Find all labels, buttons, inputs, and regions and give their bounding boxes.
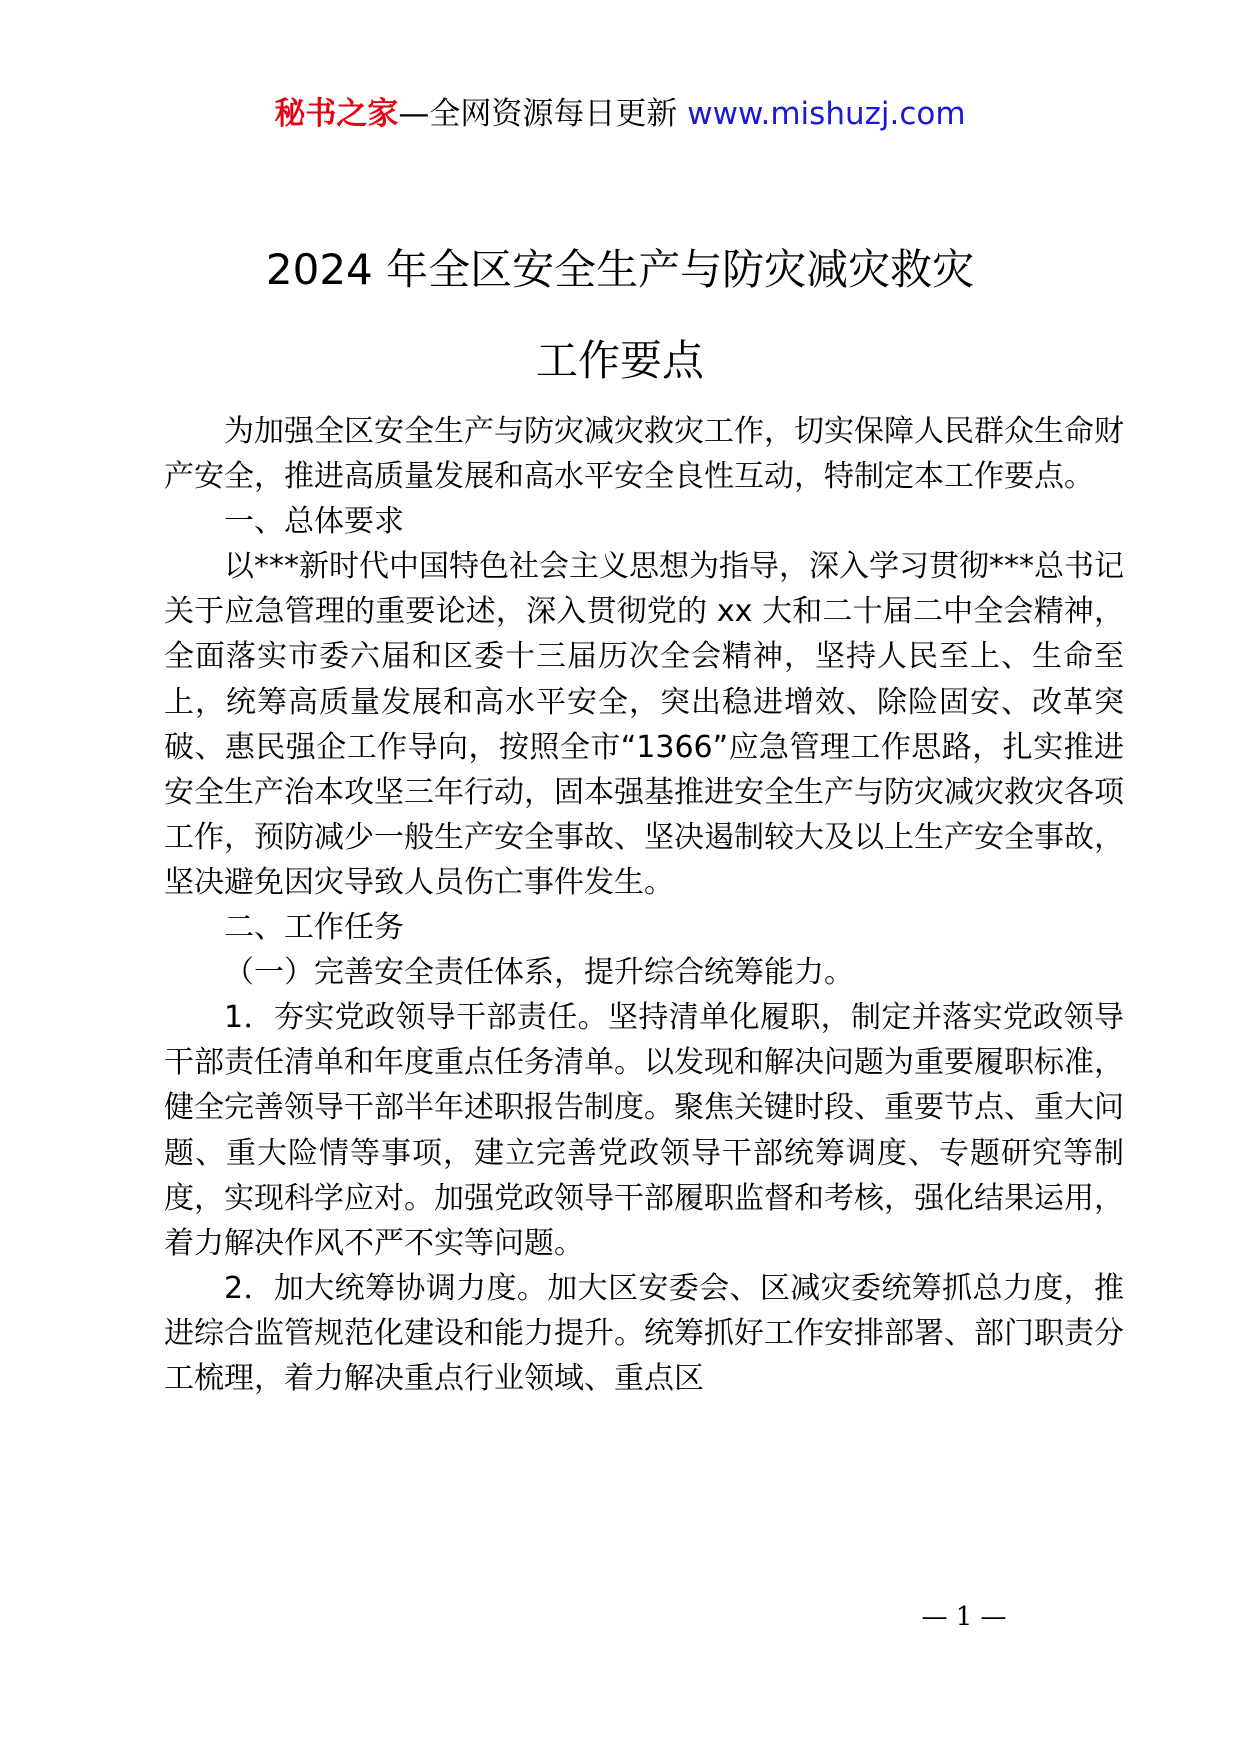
subsection-heading-1: （一）完善安全责任体系，提升综合统筹能力。 (224, 955, 854, 991)
document-title-line-1: 2024 年全区安全生产与防灾减灾救灾 (265, 245, 975, 294)
document-body (164, 409, 1124, 1401)
task-item-1-paragraph: 1．夯实党政领导干部责任。坚持清单化履职，制定并落实党政领导干部责任清单和年度重点任务清单。以发现和解决问题为重要履职标准，健全完善领导干部半年述职报告制度。聚焦关键时段、重要节点、重大问题、重大险情等事项，建立完善党政领导干部统筹调度、专题研究等制度，实现科学应对。加强党政领导干部履职监督和考核，强化结果运用，着力解决作风不严不实等问题。 (164, 1000, 1124, 1261)
task-item-2-paragraph: 2．加大统筹协调力度。加大区安委会、区减灾委统筹抓总力度，推进综合监管规范化建设和能力提升。统筹抓好工作安排部署、部门职责分工梳理，着力解决重点行业领域、重点区 (164, 1270, 1124, 1396)
intro-paragraph: 为加强全区安全生产与防灾减灾救灾工作，切实保障人民群众生命财产安全，推进高质量发展和高水平安全良性互动，特制定本工作要点。 (164, 414, 1124, 495)
document-title-line-2: 工作要点 (535, 336, 704, 385)
header-url-link[interactable]: www.mishuzj.com (687, 96, 966, 132)
header-brand: 秘书之家 (274, 96, 399, 132)
header-tagline: —全网资源每日更新 (398, 96, 688, 132)
section-heading-general-requirements: 一、总体要求 (224, 504, 404, 540)
site-header (0, 94, 1240, 134)
page-number: — 1 — (921, 1602, 1007, 1632)
section-heading-work-tasks: 二、工作任务 (224, 910, 404, 946)
general-requirements-paragraph: 以***新时代中国特色社会主义思想为指导，深入学习贯彻***总书记关于应急管理的重要论述，深入贯彻党的 xx 大和二十届二中全会精神，全面落实市委六届和区委十三届历次全会精神，坚持人民至上、生命至上，统筹高质量发展和高水平安全，突出稳进增效、除险固安、改革突破、惠民强企工作导向，按照全市“1366”应急管理工作思路，扎实推进安全生产治本攻坚三年行动，固本强基推进安全生产与防灾减灾救灾各项工作，预防减少一般生产安全事故、坚决遏制较大及以上生产安全事故，坚决避免因灾导致人员伤亡事件发生。 (164, 549, 1124, 900)
